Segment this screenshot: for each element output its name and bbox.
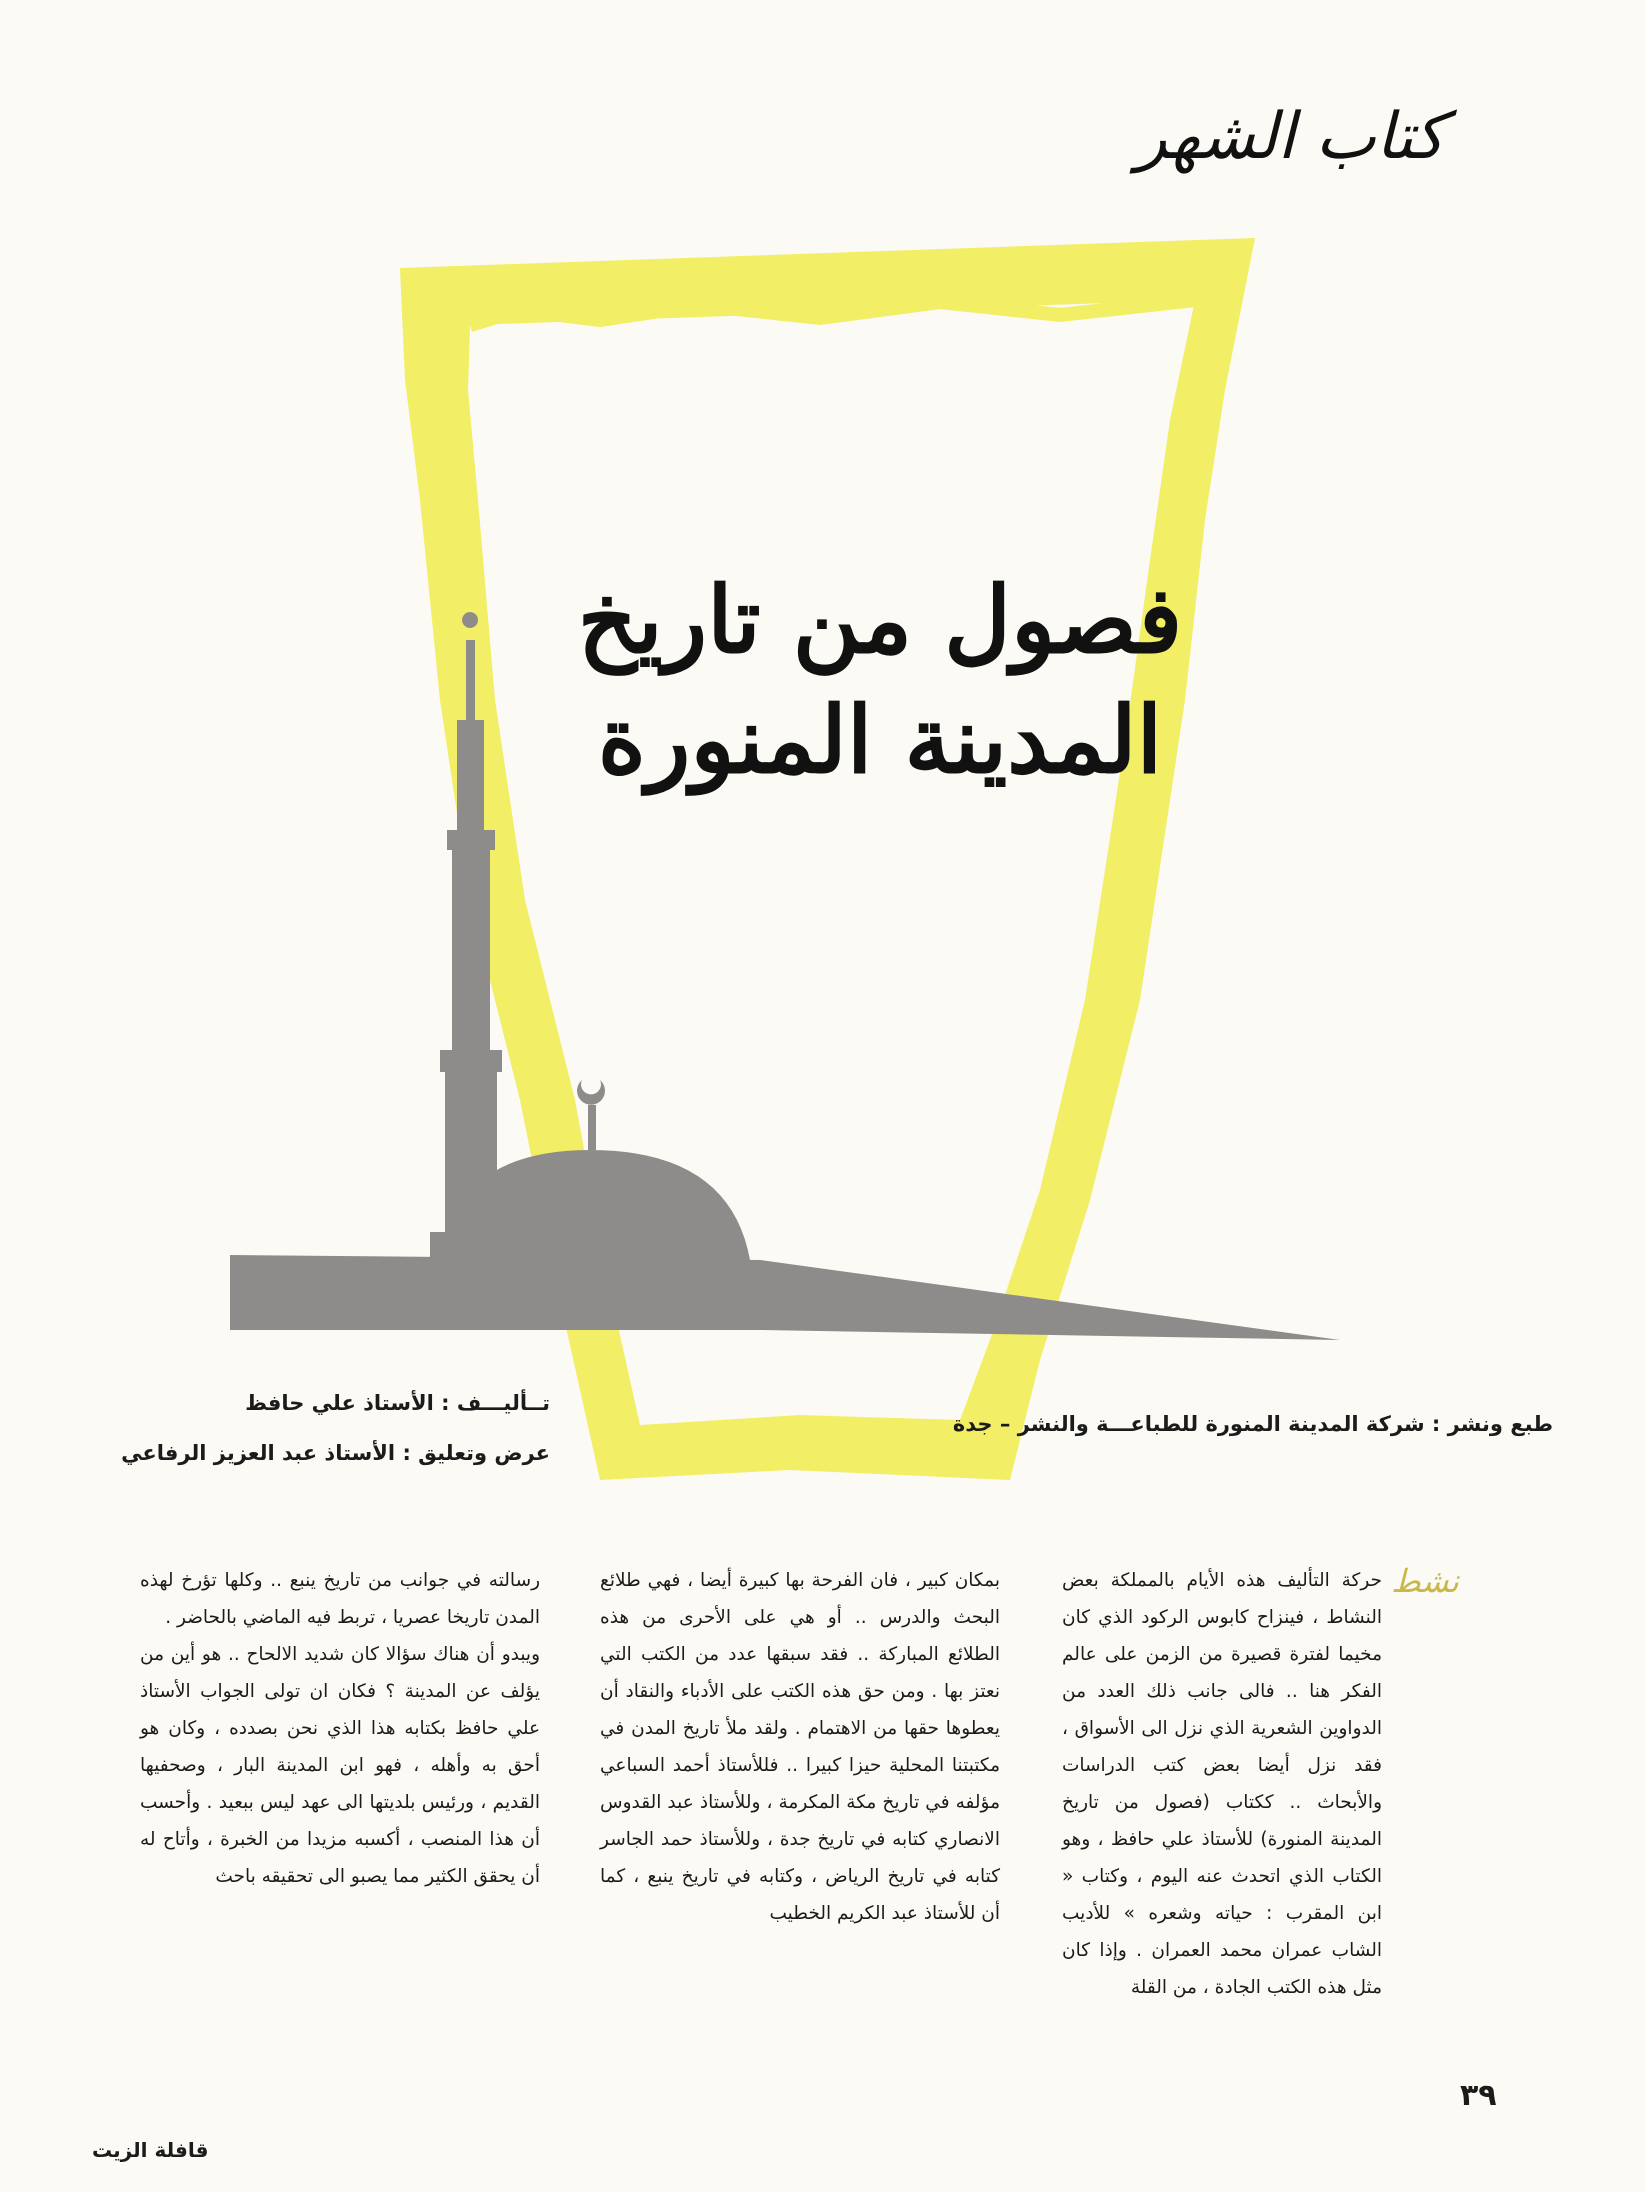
publisher-credit: طبع ونشر : شركة المدينة المنورة للطباعـــة والنشر – جدة <box>952 1412 1553 1436</box>
paragraph: ويبدو أن هناك سؤالا كان شديد الالحاح .. هو أين من يؤلف عن المدينة ؟ فكان ان تولى الجواب الأستاذ علي حافظ بكتابه هذا الذي نحن بصدده ، وكان هو أحق به وأهله ، فهو ابن المدينة البار ، وصحفيها القديم ، ورئيس بلديتها الى عهد ليس ببعيد . وأحسب أن هذا المنصب ، أكسبه مزيدا من الخبرة ، وأتاح له أن يحقق الكثير مما يصبو الى تحقيقه باحث <box>140 1644 540 1887</box>
article-column-right <box>1062 1562 1462 2002</box>
magazine-name: قافلة الزيت <box>92 2138 209 2162</box>
book-title-line1: فصول من تاريخ <box>577 566 1183 674</box>
book-title-line2: المدينة المنورة <box>597 686 1163 794</box>
section-title: كتاب الشهر <box>1135 100 1445 174</box>
ground-silhouette <box>230 1255 1340 1340</box>
paragraph: بمكان كبير ، فان الفرحة بها كبيرة أيضا ، فهي طلائع البحث والدرس .. أو هي على الأحرى من هذه الطلائع المباركة .. فقد سبقها عدد من الكتب التي نعتز بها . ومن حق هذه الكتب على الأدباء والنقاد أن يعطوها حقها من الاهتمام . ولقد ملأ تاريخ المدن في مكتبتنا المحلية حيزا كبيرا .. فللأستاذ أحمد السباعي مؤلفه في تاريخ مكة المكرمة ، وللأستاذ عبد القدوس الانصاري كتابه في تاريخ جدة ، وللأستاذ حمد الجاسر كتابه في تاريخ الرياض ، وكتابه في تاريخ ينبع ، كما أن للأستاذ عبد الكريم الخطيب <box>600 1570 1000 1924</box>
book-title <box>520 560 1240 800</box>
author-credit: تــأليـــف : الأستاذ علي حافظ <box>245 1391 550 1415</box>
article-column-middle <box>600 1562 1000 2002</box>
credits <box>110 1378 550 1478</box>
review-credit: عرض وتعليق : الأستاذ عبد العزيز الرفاعي <box>121 1441 550 1465</box>
page-number: ٣٩ <box>1460 2078 1497 2113</box>
article-column-left <box>140 1562 540 2002</box>
drop-word: نشط <box>1391 1562 1459 1600</box>
paragraph: رسالته في جوانب من تاريخ ينبع .. وكلها تؤرخ لهذه المدن تاريخا عصريا ، تربط فيه الماضي بالحاضر . <box>140 1570 540 1628</box>
paragraph: حركة التأليف هذه الأيام بالمملكة بعض النشاط ، فينزاح كابوس الركود الذي كان مخيما لفترة قصيرة من الزمن على عالم الفكر هنا .. فالى جانب ذلك العدد من الدواوين الشعرية الذي نزل الى الأسواق ، فقد نزل أيضا بعض كتب الدراسات والأبحاث .. ككتاب (فصول من تاريخ المدينة المنورة) للأستاذ علي حافظ ، وهو الكتاب الذي اتحدث عنه اليوم ، وكتاب « ابن المقرب : حياته وشعره » للأديب الشاب عمران محمد العمران . وإذا كان مثل هذه الكتب الجادة ، من القلة <box>1062 1570 1382 1998</box>
